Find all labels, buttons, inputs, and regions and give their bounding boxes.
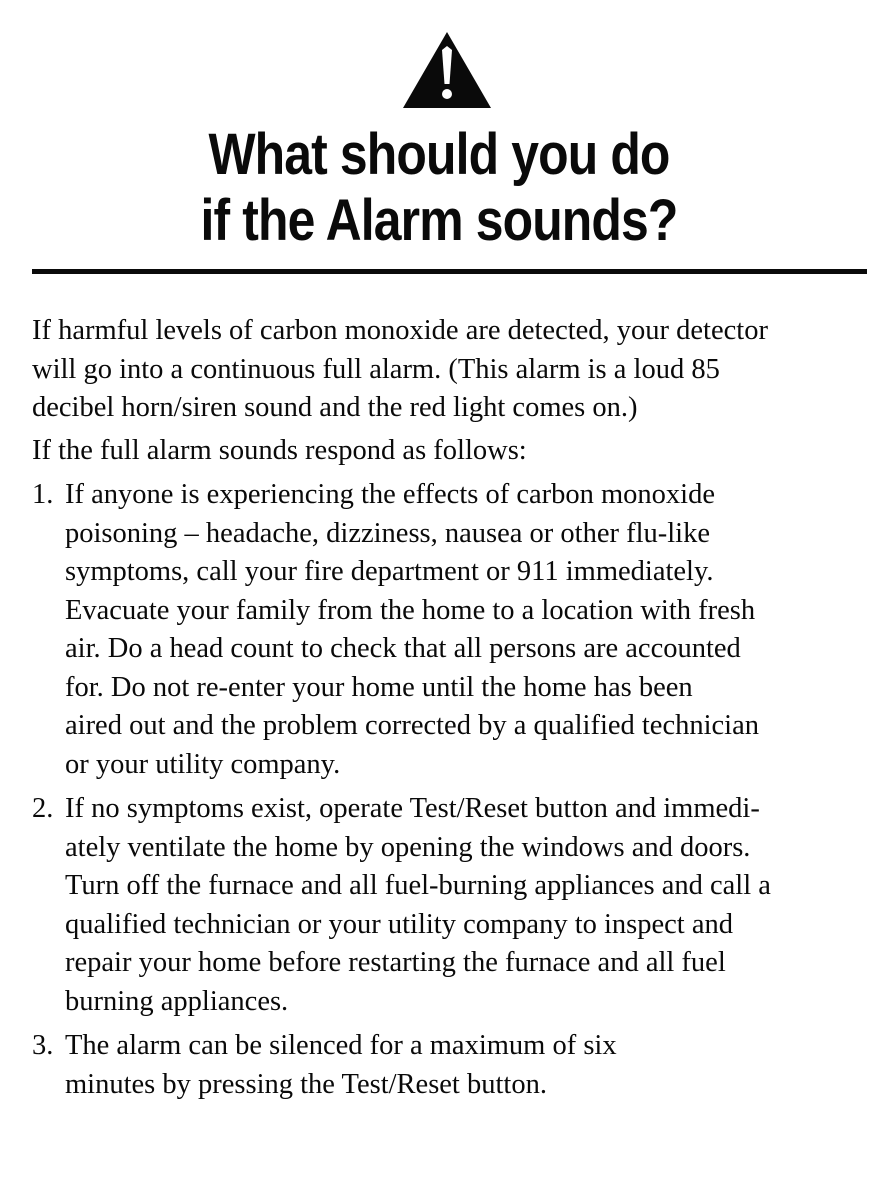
step-text: If no symptoms exist, operate Test/Reset button and immedi- ately ventilate the home by opening the windows and doors. Turn off the furnace and all fuel-burning appliances and call a qualified technician or your utility company to inspect and repair your home before restarting the furnace and all fuel burning appliances. [65, 793, 771, 1017]
list-item [32, 1027, 854, 1104]
step-number: 2. [32, 793, 54, 824]
page-title [61, 122, 816, 254]
title-line-2: if the Alarm sounds? [200, 188, 678, 253]
instructions-body [32, 312, 854, 1110]
title-divider [32, 269, 867, 274]
step-text: The alarm can be silenced for a maximum of six minutes by pressing the Test/Reset button. [65, 1030, 617, 1100]
list-item [32, 476, 854, 784]
step-number: 1. [32, 479, 54, 510]
title-line-1: What should you do [208, 122, 670, 187]
step-text: If anyone is experiencing the effects of carbon monoxide poisoning – headache, dizziness, nausea or other flu-like symptoms, call your fire department or 911 immediately. Evacuate your family from the home to a location with fresh air. Do a head count to check that all persons are accounted for. Do not re-enter your home until the home has been aired out and the problem corrected by a qualified technician or your utility company. [65, 479, 759, 780]
step-number: 3. [32, 1030, 54, 1061]
lead-paragraph: If the full alarm sounds respond as follows: [32, 434, 527, 466]
intro-paragraph: If harmful levels of carbon monoxide are detected, your detector will go into a continuous full alarm. (This alarm is a loud 85 decibel horn/siren sound and the red light comes on.) [32, 315, 768, 423]
warning-icon [401, 30, 493, 110]
list-item [32, 790, 854, 1021]
